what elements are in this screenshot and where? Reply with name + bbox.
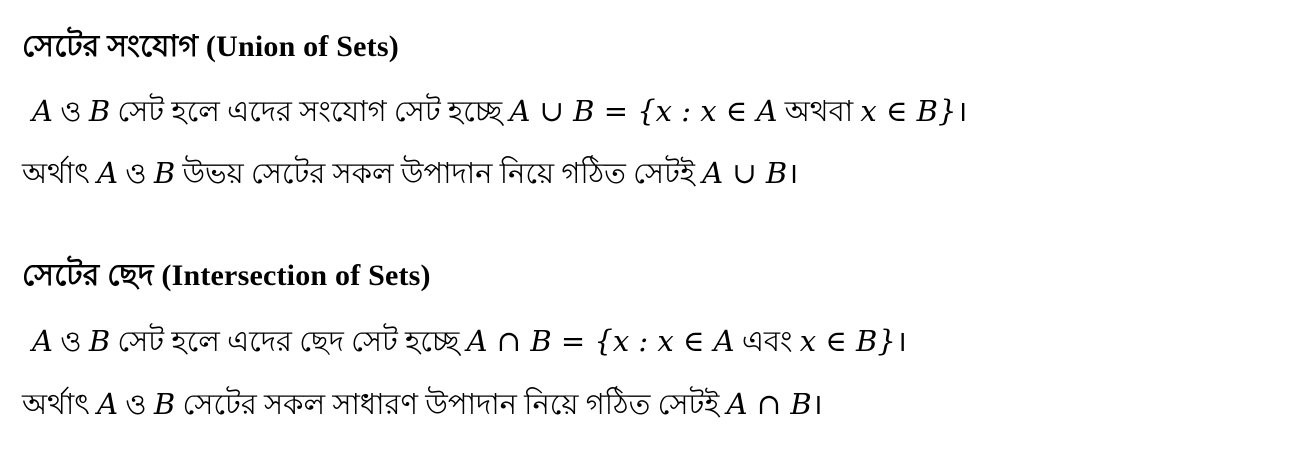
intersection-explanation-line [22,388,823,422]
danda-punctuation: । [787,158,799,190]
text-run-othoba: অথবা [777,96,861,128]
text-run: ও [52,96,89,128]
math-symbol-A: A [32,94,53,128]
text-run-ebong: এবং [734,326,800,358]
union-explanation-line [22,157,798,191]
text-run: উভয় সেটের সকল উপাদান নিয়ে গঠিত সেটই [175,158,703,190]
section-heading-intersection: সেটের ছেদ (Intersection of Sets) [22,259,431,292]
math-expression-A-union-B: A ∪ B [702,156,788,190]
math-symbol-A: A [97,387,119,421]
danda-punctuation: । [956,96,968,128]
text-run-orthat: অর্থাৎ [22,389,98,421]
text-run: সেট হলে এদের ছেদ সেট হচ্ছে [110,326,467,358]
text-run: সেটের সকল সাধারণ উপাদান নিয়ে গঠিত সেটই [175,389,727,421]
math-symbol-B: B [153,156,176,190]
math-expression-member-B: x ∈ B} [799,324,896,358]
text-run: সেট হলে এদের সংযোগ সেট হচ্ছে [110,96,510,128]
math-symbol-A: A [97,156,119,190]
text-run: ও [118,389,154,421]
text-run-orthat: অর্থাৎ [22,158,98,190]
danda-punctuation: । [811,389,823,421]
math-symbol-B: B [88,324,111,358]
math-symbol-B: B [153,387,176,421]
union-definition-line [32,95,967,129]
section-heading-union: সেটের সংযোগ (Union of Sets) [22,30,399,63]
text-run: ও [52,326,89,358]
math-symbol-A: A [32,324,53,358]
math-expression-A-intersect-B: A ∩ B [726,387,812,421]
math-expression-union: A ∪ B = {x : x ∈ A [509,94,778,128]
text-run: ও [118,158,154,190]
math-symbol-B: B [88,94,111,128]
intersection-definition-line [32,325,907,359]
danda-punctuation: । [895,326,907,358]
math-expression-member-B: x ∈ B} [860,94,957,128]
math-expression-intersection: A ∩ B = {x : x ∈ A [466,324,735,358]
